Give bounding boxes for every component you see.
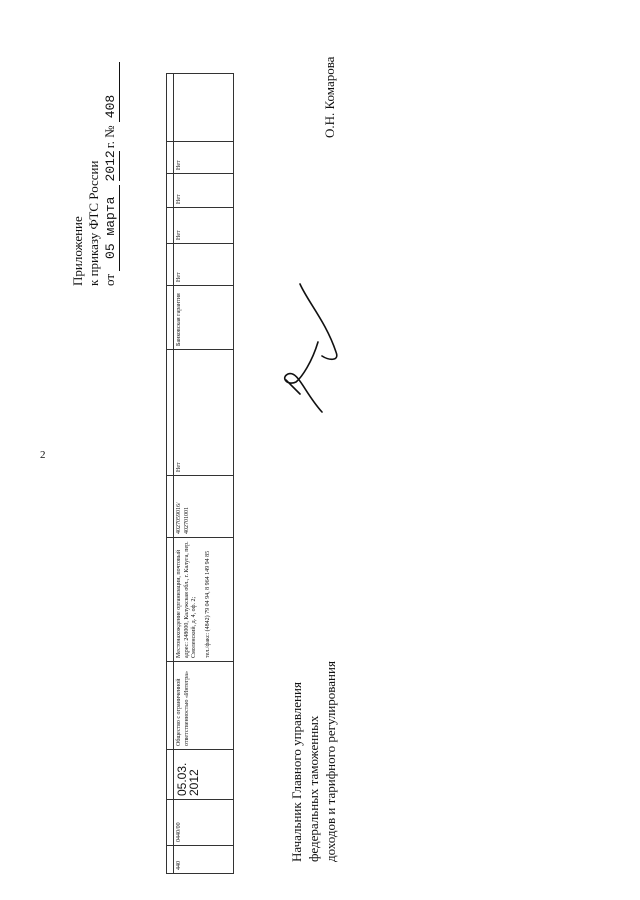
cell-col11: Нет (174, 208, 234, 244)
cell-index: 440 (174, 846, 234, 874)
cell-address (174, 538, 234, 662)
cell-address-text: Местонахождение организации, почтовый адрес: 248000, Калужская обл., г. Калуга, пер. Смоленский, д. 4, оф. 2; (176, 541, 197, 658)
appendix-from-label: от (102, 273, 117, 286)
cell-guarantee: Банковская гарантия (174, 286, 234, 350)
signer-title-line2: федеральных таможенных (306, 715, 321, 862)
register-table (166, 73, 234, 874)
cell-date: 05.03. 2012 (174, 750, 234, 800)
cell-col13: Нет (174, 142, 234, 174)
cell-col8: Нет (174, 350, 234, 476)
appendix-date-line (102, 26, 118, 286)
handwritten-signature (278, 282, 348, 417)
appendix-title: Приложение (70, 216, 85, 286)
appendix-year-suffix: г. (102, 141, 117, 149)
appendix-header (70, 26, 118, 286)
cell-organization: Общество с ограниченной ответственностью «Интегра» (174, 662, 234, 750)
appendix-number: 408 (103, 62, 120, 122)
cell-inn-kpp: 4027059016/ 402701001 (174, 476, 234, 538)
cell-col10: Нет (174, 244, 234, 286)
appendix-date: 05 марта (103, 185, 120, 271)
signer-name: О.Н. Комарова (322, 56, 337, 138)
appendix-order-ref: к приказу ФТС России (86, 160, 101, 286)
table-row (174, 74, 234, 874)
cell-phones: тел./факс: (4842) 79 04 94, 8 964 149 94 85 (204, 550, 211, 658)
appendix-year: 2012 (103, 150, 118, 182)
page-number: 2 (40, 449, 46, 461)
cell-code: 0440/00 (174, 800, 234, 846)
signer-title-line3: доходов и тарифного регулирования (323, 661, 338, 862)
cell-empty (174, 74, 234, 142)
cell-col12: Нет (174, 174, 234, 208)
signer-title (288, 602, 339, 862)
appendix-number-sign: № (102, 125, 117, 138)
table-header-row (167, 74, 174, 874)
signer-title-line1: Начальник Главного управления (289, 682, 304, 862)
